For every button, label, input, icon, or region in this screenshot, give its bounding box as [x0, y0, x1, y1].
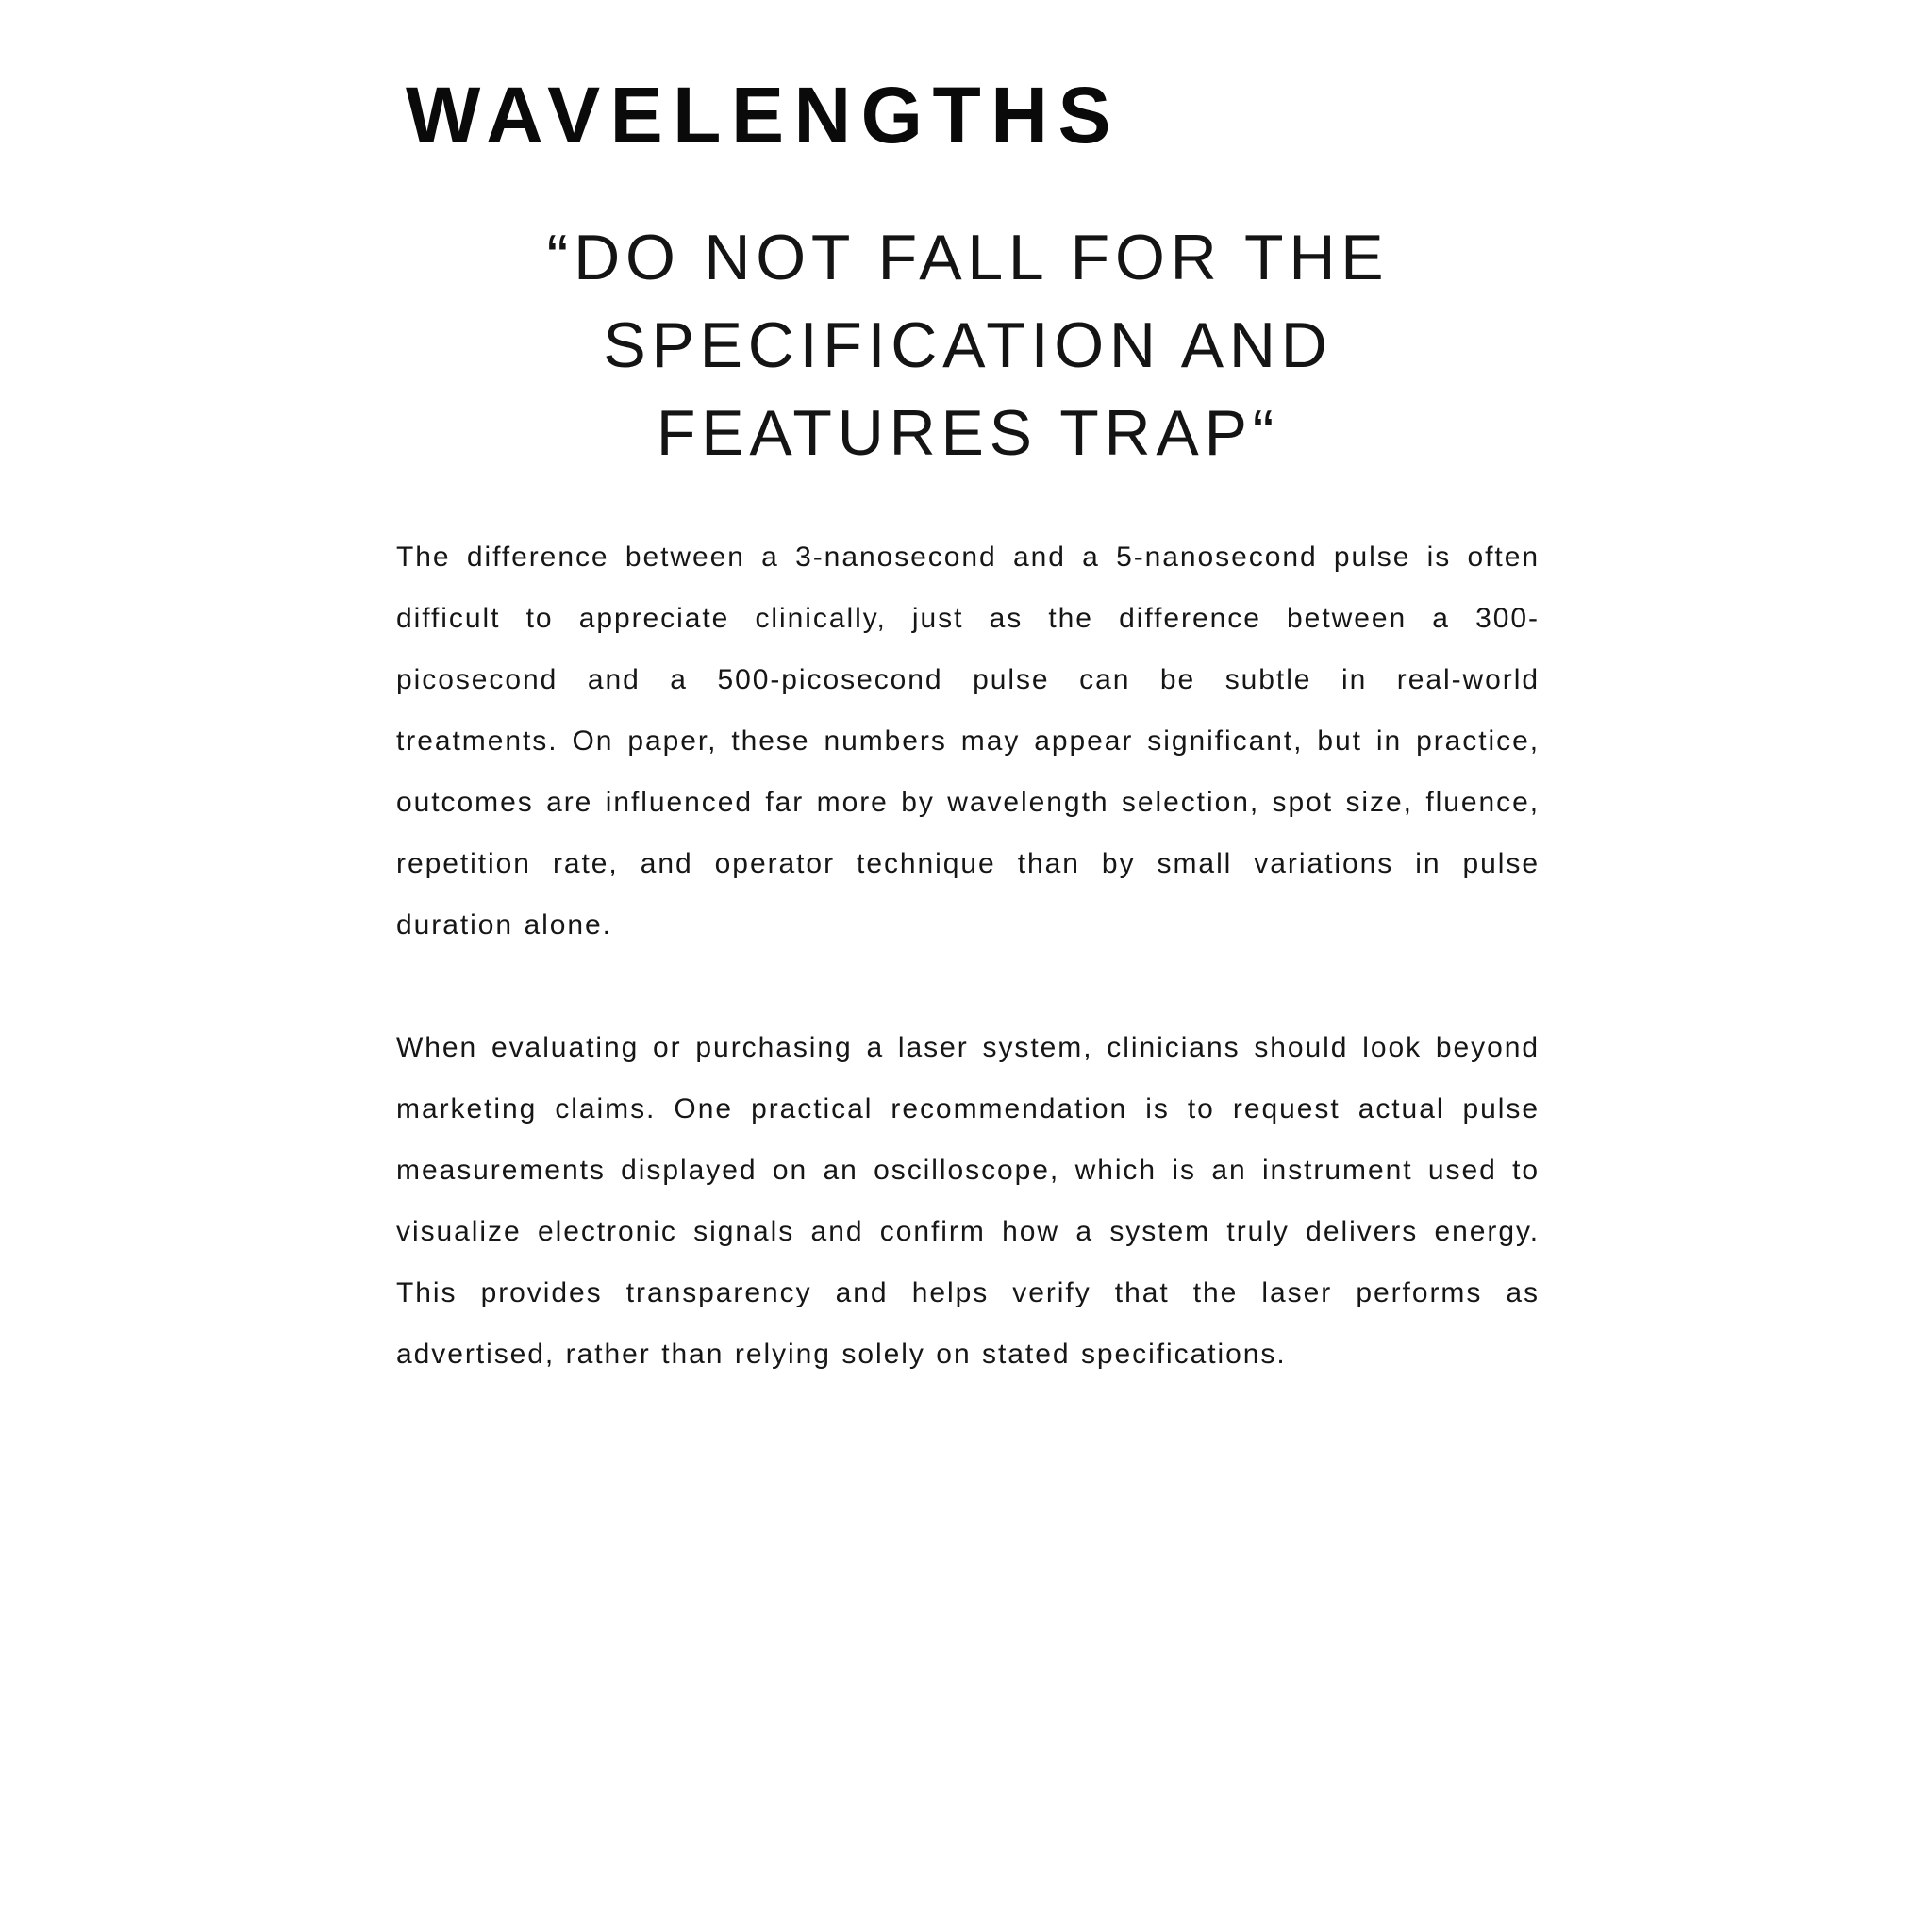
page-title: WAVELENGTHS — [406, 71, 1121, 159]
article-body — [396, 526, 1540, 1385]
content-column — [396, 0, 1540, 1385]
body-paragraph-2: When evaluating or purchasing a laser system, clinicians should look beyond marketing claims. One practical recommendation is to request actual pulse measurements displayed on an oscilloscope, which is an instrument used to visualize electronic signals and confirm how a system truly delivers energy. This provides transparency and helps verify that the laser performs as advertised, rather than relying solely on stated specifications. — [396, 1031, 1540, 1370]
pull-quote: “DO NOT FALL FOR THE SPECIFICATION AND FEATURES TRAP“ — [546, 221, 1390, 469]
body-paragraph-1: The difference between a 3-nanosecond and a 5-nanosecond pulse is often difficult to appreciate clinically, just as the difference between a 300-picosecond and a 500-picosecond pulse can be subtle in real-world treatments. On paper, these numbers may appear significant, but in practice, outcomes are influenced far more by wavelength selection, spot size, fluence, repetition rate, and operator technique than by small variations in pulse duration alone. — [396, 541, 1540, 941]
